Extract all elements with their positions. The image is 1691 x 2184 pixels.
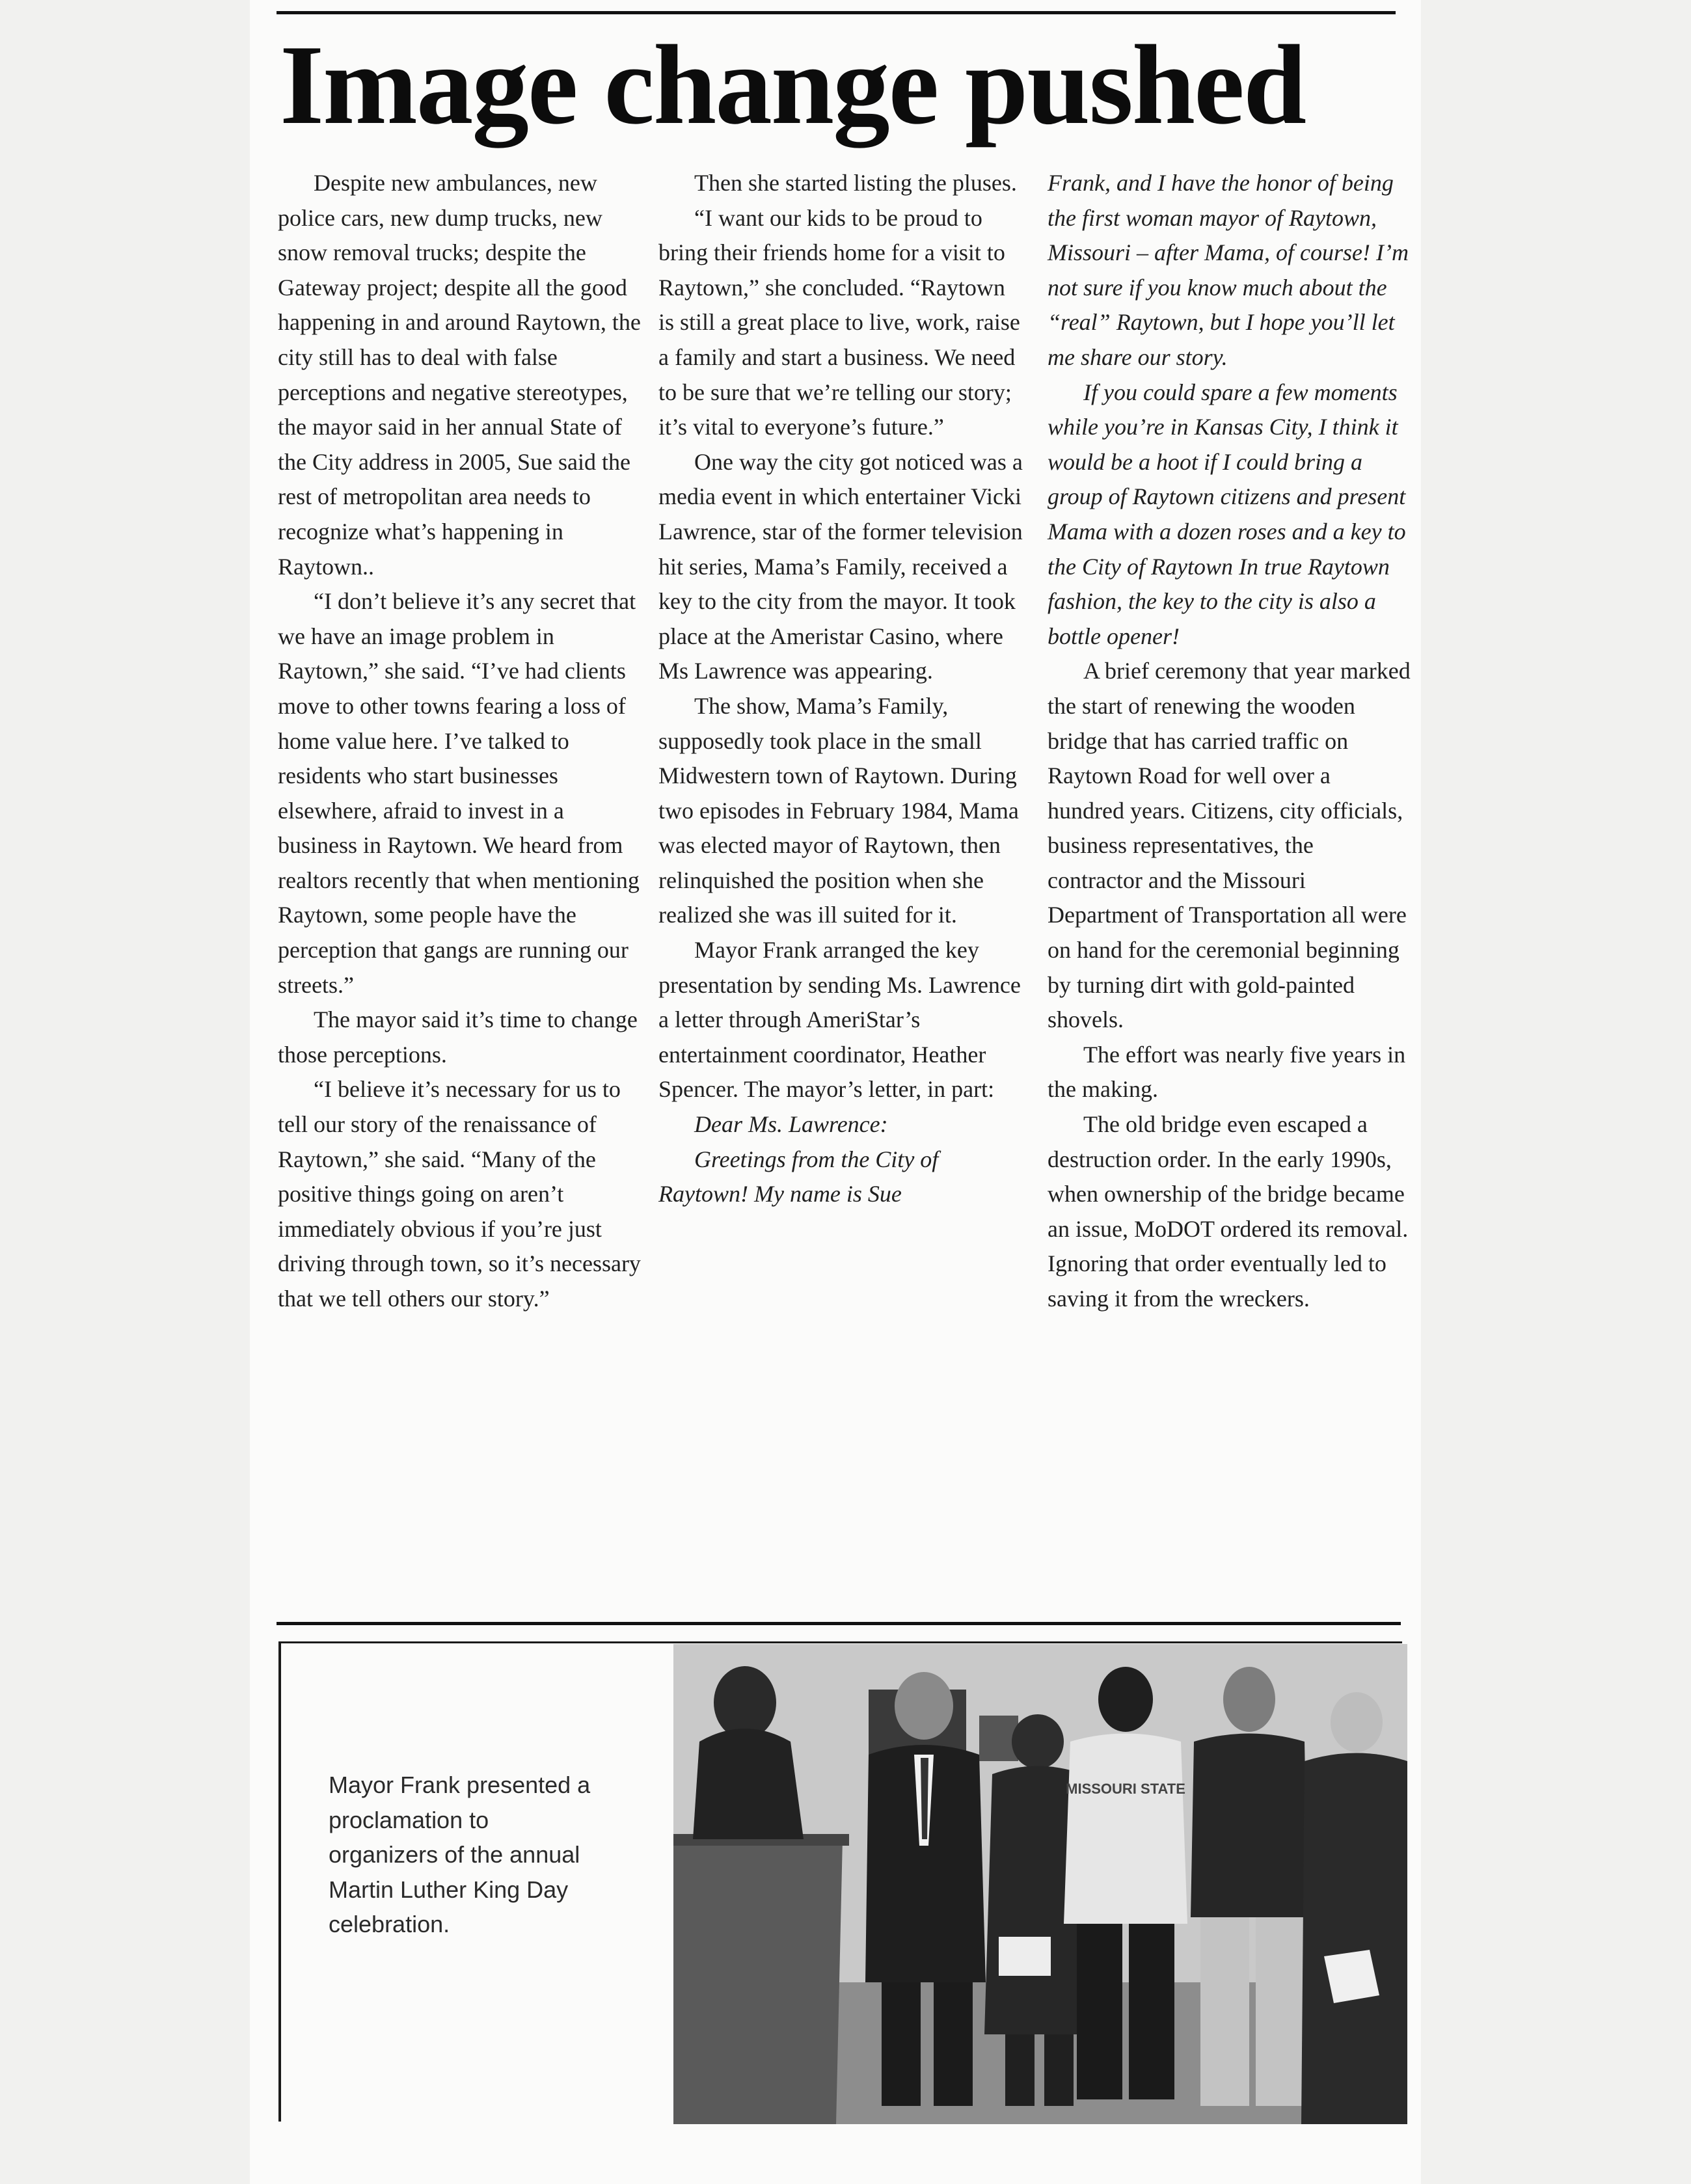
article-paragraph: One way the city got noticed was a media event in which entertainer Vicki Lawrence, star of the former television hit series, Mama’s Family, received a key to the city from the mayor. It took place at the Ameristar Casino, where Ms Lawrence was appearing.: [658, 448, 1023, 684]
article-paragraph: The effort was nearly five years in the making.: [1048, 1041, 1406, 1103]
article-paragraph: Dear Ms. Lawrence:: [694, 1111, 888, 1138]
article-paragraph: Greetings from the City of Raytown! My name is Sue: [658, 1146, 939, 1207]
group-photo: [673, 1644, 1407, 2124]
article-paragraph: “I want our kids to be proud to bring their friends home for a visit to Raytown,” she concluded. “Raytown is still a great place to live, work, raise a family and start a business. We need to be sure that we’re telling our story; it’s vital to everyone’s future.”: [658, 204, 1020, 440]
article-paragraph: If you could spare a few moments while you’re in Kansas City, I think it would be a hoot if I could bring a group of Raytown citizens and present Mama with a dozen roses and a key to the City of Raytown In true Raytown fashion, the key to the city is also a bottle opener!: [1048, 379, 1406, 649]
group-photo-illustration: [673, 1644, 1407, 2124]
article-paragraph: Frank, and I have the honor of being the first woman mayor of Raytown, Missouri – after Mama, of course! I’m not sure if you know much about the “real” Raytown, but I hope you’ll let me share our story.: [1048, 170, 1409, 370]
article-paragraph: The mayor said it’s time to change those perceptions.: [278, 1006, 638, 1068]
article-column-1: [278, 166, 642, 1317]
article-paragraph: The show, Mama’s Family, supposedly took place in the small Midwestern town of Raytown. During two episodes in February 1984, Mama was elected mayor of Raytown, then relinquished the position when she realized she was ill suited for it.: [658, 692, 1019, 928]
article-column-2: [658, 166, 1023, 1212]
shirt-lettering: MISSOURI STATE: [1066, 1781, 1185, 1797]
top-rule: [277, 11, 1396, 14]
article-paragraph: “I don’t believe it’s any secret that we have an image problem in Raytown,” she said. “I’ve had clients move to other towns fearing a loss of home value here. I’ve talked to residents who start businesses elsewhere, afraid to invest in a business in Raytown. We heard from realtors recently that when mentioning Raytown, some people have the perception that gangs are running our streets.”: [278, 588, 640, 998]
article-paragraph: Mayor Frank arranged the key presentation by sending Ms. Lawrence a letter through AmeriStar’s entertainment coordinator, Heather Spencer. The mayor’s letter, in part:: [658, 937, 1021, 1103]
article-paragraph: Then she started listing the pluses.: [694, 170, 1017, 196]
article-paragraph: “I believe it’s necessary for us to tell our story of the renaissance of Raytown,” she said. “Many of the positive things going on aren’t immediately obvious if you’re just driving through town, so it’s necessary that we tell others our story.”: [278, 1076, 641, 1312]
article-column-3: [1048, 166, 1412, 1317]
article-paragraph: A brief ceremony that year marked the start of renewing the wooden bridge that has carried traffic on Raytown Road for well over a hundred years. Citizens, city officials, business representatives, the contractor and the Missouri Department of Transportation all were on hand for the ceremonial beginning by turning dirt with gold-painted shovels.: [1048, 658, 1411, 1033]
article-paragraph: Despite new ambulances, new police cars, new dump trucks, new snow removal trucks; despite the Gateway project; despite all the good happening in and around Raytown, the city still has to deal with false perceptions and negative stereotypes, the mayor said in her annual State of the City address in 2005, Sue said the rest of metropolitan area needs to recognize what’s happening in Raytown..: [278, 170, 641, 580]
section-rule: [277, 1622, 1401, 1625]
headline: Image change pushed: [280, 21, 1306, 148]
article-paragraph: The old bridge even escaped a destruction order. In the early 1990s, when ownership of the bridge became an issue, MoDOT ordered its removal. Ignoring that order eventually led to saving it from the wreckers.: [1048, 1111, 1409, 1312]
photo-caption: Mayor Frank presented a proclamation to organizers of the annual Martin Luther King Day celebration.: [329, 1772, 591, 1937]
